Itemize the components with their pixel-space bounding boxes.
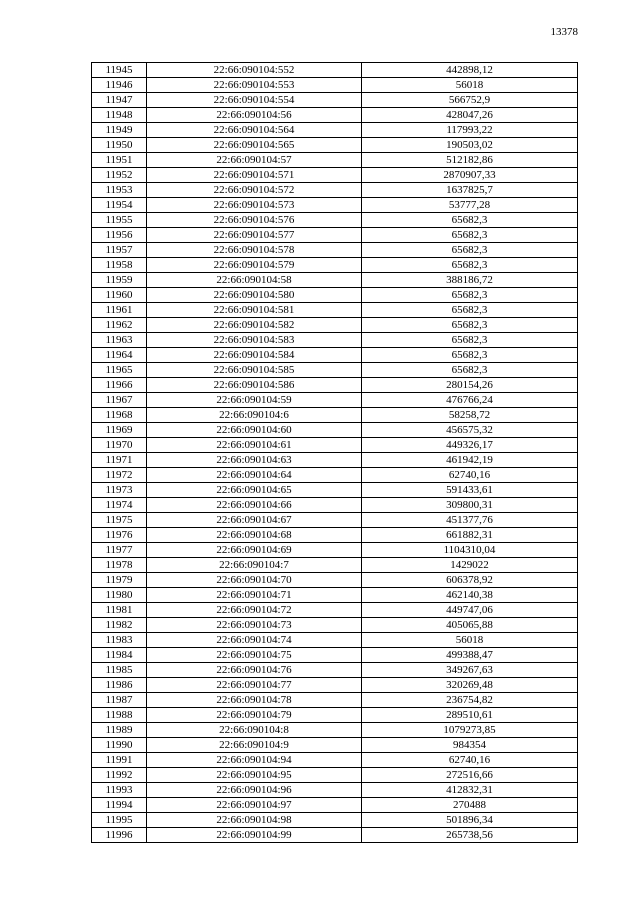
table-row: [92, 573, 578, 588]
cadastral-value-cell: 65682,3: [362, 318, 578, 333]
cadastral-number-cell: 22:66:090104:56: [147, 108, 362, 123]
row-number-cell: 11948: [92, 108, 147, 123]
table-row: [92, 708, 578, 723]
table-row: [92, 453, 578, 468]
table-row: [92, 648, 578, 663]
cadastral-number-cell: 22:66:090104:586: [147, 378, 362, 393]
cadastral-number-cell: 22:66:090104:60: [147, 423, 362, 438]
cadastral-number-cell: 22:66:090104:554: [147, 93, 362, 108]
table-row: [92, 768, 578, 783]
table-row: [92, 783, 578, 798]
cadastral-value-cell: 270488: [362, 798, 578, 813]
table-row: [92, 438, 578, 453]
table-row: [92, 663, 578, 678]
cadastral-number-cell: 22:66:090104:75: [147, 648, 362, 663]
row-number-cell: 11952: [92, 168, 147, 183]
cadastral-number-cell: 22:66:090104:6: [147, 408, 362, 423]
cadastral-number-cell: 22:66:090104:573: [147, 198, 362, 213]
cadastral-value-cell: 65682,3: [362, 258, 578, 273]
row-number-cell: 11981: [92, 603, 147, 618]
row-number-cell: 11993: [92, 783, 147, 798]
cadastral-value-cell: 65682,3: [362, 303, 578, 318]
cadastral-number-cell: 22:66:090104:71: [147, 588, 362, 603]
cadastral-number-cell: 22:66:090104:97: [147, 798, 362, 813]
cadastral-value-cell: 461942,19: [362, 453, 578, 468]
row-number-cell: 11958: [92, 258, 147, 273]
table-row: [92, 828, 578, 843]
cadastral-number-cell: 22:66:090104:572: [147, 183, 362, 198]
cadastral-value-cell: 265738,56: [362, 828, 578, 843]
row-number-cell: 11949: [92, 123, 147, 138]
cadastral-number-cell: 22:66:090104:577: [147, 228, 362, 243]
table-row: [92, 378, 578, 393]
cadastral-value-cell: 65682,3: [362, 288, 578, 303]
row-number-cell: 11960: [92, 288, 147, 303]
cadastral-number-cell: 22:66:090104:70: [147, 573, 362, 588]
table-row: [92, 213, 578, 228]
table-row: [92, 108, 578, 123]
table-row: [92, 363, 578, 378]
row-number-cell: 11979: [92, 573, 147, 588]
table-row: [92, 558, 578, 573]
row-number-cell: 11980: [92, 588, 147, 603]
cadastral-number-cell: 22:66:090104:564: [147, 123, 362, 138]
cadastral-value-cell: 65682,3: [362, 348, 578, 363]
table-row: [92, 63, 578, 78]
row-number-cell: 11967: [92, 393, 147, 408]
row-number-cell: 11976: [92, 528, 147, 543]
cadastral-value-cell: 349267,63: [362, 663, 578, 678]
cadastral-value-cell: 512182,86: [362, 153, 578, 168]
table-row: [92, 633, 578, 648]
table-row: [92, 183, 578, 198]
table-row: [92, 813, 578, 828]
row-number-cell: 11957: [92, 243, 147, 258]
row-number-cell: 11973: [92, 483, 147, 498]
row-number-cell: 11950: [92, 138, 147, 153]
cadastral-value-cell: 451377,76: [362, 513, 578, 528]
table-row: [92, 408, 578, 423]
row-number-cell: 11978: [92, 558, 147, 573]
row-number-cell: 11955: [92, 213, 147, 228]
table-row: [92, 738, 578, 753]
table-row: [92, 123, 578, 138]
row-number-cell: 11988: [92, 708, 147, 723]
row-number-cell: 11972: [92, 468, 147, 483]
row-number-cell: 11963: [92, 333, 147, 348]
row-number-cell: 11969: [92, 423, 147, 438]
row-number-cell: 11996: [92, 828, 147, 843]
table-row: [92, 693, 578, 708]
cadastral-value-cell: 2870907,33: [362, 168, 578, 183]
table-row: [92, 588, 578, 603]
cadastral-number-cell: 22:66:090104:64: [147, 468, 362, 483]
page-number: 13378: [550, 26, 578, 38]
row-number-cell: 11946: [92, 78, 147, 93]
cadastral-number-cell: 22:66:090104:58: [147, 273, 362, 288]
cadastral-value-cell: 456575,32: [362, 423, 578, 438]
cadastral-value-table: [91, 62, 578, 843]
row-number-cell: 11985: [92, 663, 147, 678]
cadastral-number-cell: 22:66:090104:95: [147, 768, 362, 783]
cadastral-number-cell: 22:66:090104:65: [147, 483, 362, 498]
row-number-cell: 11984: [92, 648, 147, 663]
cadastral-number-cell: 22:66:090104:68: [147, 528, 362, 543]
cadastral-value-cell: 412832,31: [362, 783, 578, 798]
cadastral-number-cell: 22:66:090104:61: [147, 438, 362, 453]
cadastral-number-cell: 22:66:090104:67: [147, 513, 362, 528]
table-row: [92, 303, 578, 318]
cadastral-number-cell: 22:66:090104:57: [147, 153, 362, 168]
cadastral-number-cell: 22:66:090104:9: [147, 738, 362, 753]
cadastral-number-cell: 22:66:090104:69: [147, 543, 362, 558]
cadastral-value-cell: 1079273,85: [362, 723, 578, 738]
cadastral-value-cell: 190503,02: [362, 138, 578, 153]
cadastral-number-cell: 22:66:090104:580: [147, 288, 362, 303]
row-number-cell: 11964: [92, 348, 147, 363]
table-row: [92, 498, 578, 513]
cadastral-value-cell: 272516,66: [362, 768, 578, 783]
row-number-cell: 11974: [92, 498, 147, 513]
cadastral-value-cell: 62740,16: [362, 468, 578, 483]
row-number-cell: 11953: [92, 183, 147, 198]
cadastral-value-cell: 58258,72: [362, 408, 578, 423]
row-number-cell: 11994: [92, 798, 147, 813]
row-number-cell: 11959: [92, 273, 147, 288]
table-row: [92, 168, 578, 183]
table-body: [92, 63, 578, 843]
table-row: [92, 153, 578, 168]
row-number-cell: 11966: [92, 378, 147, 393]
cadastral-value-cell: 1104310,04: [362, 543, 578, 558]
cadastral-value-cell: 462140,38: [362, 588, 578, 603]
cadastral-value-cell: 65682,3: [362, 213, 578, 228]
row-number-cell: 11947: [92, 93, 147, 108]
cadastral-value-cell: 388186,72: [362, 273, 578, 288]
cadastral-number-cell: 22:66:090104:59: [147, 393, 362, 408]
cadastral-number-cell: 22:66:090104:7: [147, 558, 362, 573]
row-number-cell: 11995: [92, 813, 147, 828]
cadastral-value-cell: 117993,22: [362, 123, 578, 138]
table-row: [92, 318, 578, 333]
table-row: [92, 528, 578, 543]
cadastral-value-cell: 442898,12: [362, 63, 578, 78]
row-number-cell: 11954: [92, 198, 147, 213]
cadastral-value-cell: 65682,3: [362, 228, 578, 243]
row-number-cell: 11945: [92, 63, 147, 78]
table-row: [92, 348, 578, 363]
cadastral-value-cell: 501896,34: [362, 813, 578, 828]
cadastral-number-cell: 22:66:090104:79: [147, 708, 362, 723]
cadastral-number-cell: 22:66:090104:565: [147, 138, 362, 153]
row-number-cell: 11968: [92, 408, 147, 423]
cadastral-number-cell: 22:66:090104:552: [147, 63, 362, 78]
cadastral-value-cell: 65682,3: [362, 363, 578, 378]
row-number-cell: 11951: [92, 153, 147, 168]
table-row: [92, 78, 578, 93]
table-row: [92, 678, 578, 693]
cadastral-number-cell: 22:66:090104:63: [147, 453, 362, 468]
row-number-cell: 11983: [92, 633, 147, 648]
row-number-cell: 11970: [92, 438, 147, 453]
cadastral-number-cell: 22:66:090104:99: [147, 828, 362, 843]
cadastral-value-cell: 56018: [362, 78, 578, 93]
cadastral-number-cell: 22:66:090104:579: [147, 258, 362, 273]
cadastral-value-cell: 984354: [362, 738, 578, 753]
cadastral-number-cell: 22:66:090104:585: [147, 363, 362, 378]
cadastral-number-cell: 22:66:090104:74: [147, 633, 362, 648]
cadastral-value-cell: 53777,28: [362, 198, 578, 213]
cadastral-value-cell: 65682,3: [362, 333, 578, 348]
table-row: [92, 723, 578, 738]
table-row: [92, 603, 578, 618]
row-number-cell: 11962: [92, 318, 147, 333]
cadastral-number-cell: 22:66:090104:73: [147, 618, 362, 633]
cadastral-number-cell: 22:66:090104:583: [147, 333, 362, 348]
cadastral-number-cell: 22:66:090104:72: [147, 603, 362, 618]
row-number-cell: 11989: [92, 723, 147, 738]
cadastral-number-cell: 22:66:090104:581: [147, 303, 362, 318]
table-row: [92, 423, 578, 438]
cadastral-value-cell: 566752,9: [362, 93, 578, 108]
cadastral-value-cell: 65682,3: [362, 243, 578, 258]
cadastral-number-cell: 22:66:090104:98: [147, 813, 362, 828]
cadastral-number-cell: 22:66:090104:578: [147, 243, 362, 258]
row-number-cell: 11977: [92, 543, 147, 558]
cadastral-value-cell: 289510,61: [362, 708, 578, 723]
cadastral-value-cell: 320269,48: [362, 678, 578, 693]
row-number-cell: 11982: [92, 618, 147, 633]
row-number-cell: 11956: [92, 228, 147, 243]
cadastral-value-cell: 1637825,7: [362, 183, 578, 198]
cadastral-number-cell: 22:66:090104:571: [147, 168, 362, 183]
table-row: [92, 228, 578, 243]
row-number-cell: 11965: [92, 363, 147, 378]
row-number-cell: 11961: [92, 303, 147, 318]
row-number-cell: 11990: [92, 738, 147, 753]
row-number-cell: 11987: [92, 693, 147, 708]
table-row: [92, 258, 578, 273]
cadastral-value-cell: 591433,61: [362, 483, 578, 498]
table-row: [92, 798, 578, 813]
cadastral-value-cell: 449747,06: [362, 603, 578, 618]
cadastral-value-cell: 499388,47: [362, 648, 578, 663]
cadastral-number-cell: 22:66:090104:66: [147, 498, 362, 513]
cadastral-value-cell: 56018: [362, 633, 578, 648]
cadastral-value-cell: 309800,31: [362, 498, 578, 513]
cadastral-number-cell: 22:66:090104:94: [147, 753, 362, 768]
table-row: [92, 753, 578, 768]
cadastral-value-cell: 62740,16: [362, 753, 578, 768]
cadastral-value-cell: 280154,26: [362, 378, 578, 393]
cadastral-value-cell: 449326,17: [362, 438, 578, 453]
cadastral-number-cell: 22:66:090104:76: [147, 663, 362, 678]
cadastral-value-cell: 661882,31: [362, 528, 578, 543]
row-number-cell: 11991: [92, 753, 147, 768]
cadastral-value-cell: 476766,24: [362, 393, 578, 408]
table-row: [92, 513, 578, 528]
cadastral-value-cell: 606378,92: [362, 573, 578, 588]
cadastral-number-cell: 22:66:090104:96: [147, 783, 362, 798]
cadastral-number-cell: 22:66:090104:77: [147, 678, 362, 693]
table-row: [92, 483, 578, 498]
table-row: [92, 138, 578, 153]
table-row: [92, 543, 578, 558]
table-row: [92, 273, 578, 288]
table-row: [92, 333, 578, 348]
cadastral-number-cell: 22:66:090104:8: [147, 723, 362, 738]
row-number-cell: 11992: [92, 768, 147, 783]
cadastral-value-cell: 1429022: [362, 558, 578, 573]
row-number-cell: 11971: [92, 453, 147, 468]
table-row: [92, 243, 578, 258]
cadastral-value-cell: 428047,26: [362, 108, 578, 123]
cadastral-number-cell: 22:66:090104:584: [147, 348, 362, 363]
cadastral-number-cell: 22:66:090104:576: [147, 213, 362, 228]
row-number-cell: 11986: [92, 678, 147, 693]
cadastral-number-cell: 22:66:090104:78: [147, 693, 362, 708]
cadastral-value-cell: 405065,88: [362, 618, 578, 633]
table-row: [92, 93, 578, 108]
table-row: [92, 198, 578, 213]
table-row: [92, 468, 578, 483]
row-number-cell: 11975: [92, 513, 147, 528]
table-row: [92, 618, 578, 633]
table-row: [92, 288, 578, 303]
table-row: [92, 393, 578, 408]
cadastral-value-cell: 236754,82: [362, 693, 578, 708]
cadastral-number-cell: 22:66:090104:582: [147, 318, 362, 333]
cadastral-number-cell: 22:66:090104:553: [147, 78, 362, 93]
